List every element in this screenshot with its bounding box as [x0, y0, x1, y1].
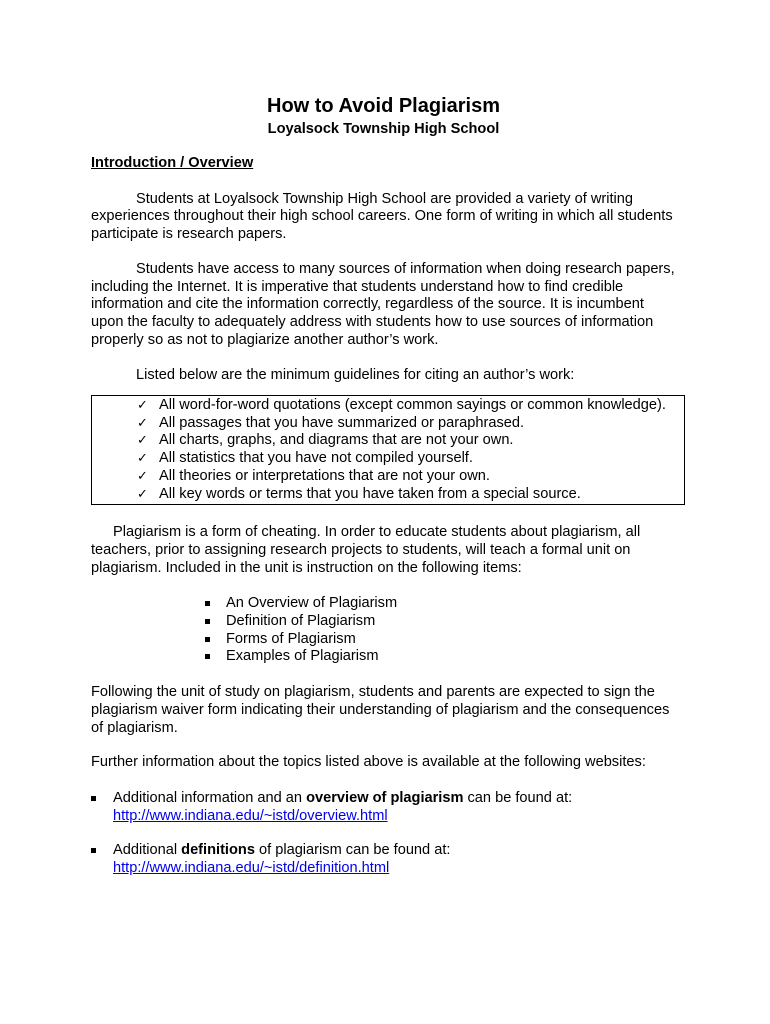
paragraph-plagiarism-cheating: Plagiarism is a form of cheating. In order to educate students about plagiarism, all teachers, prior to assigning research projects to students, will teach a formal unit on plagiarism. Included in the unit is instruction on the following items:: [91, 524, 641, 576]
square-bullet-icon: [205, 619, 210, 624]
paragraph-guidelines-intro: Listed below are the minimum guidelines for citing an author’s work:: [136, 367, 575, 384]
paragraph-sources-of-information: Students have access to many sources of information when doing research papers, including the Internet. It is imperative that students understand how to find credible information and cite the information correctly, regardless of the source. It is incumbent upon the faculty to adequately address with students how to use sources of information properly so as not to plagiarize another author’s work.: [91, 260, 675, 348]
overview-link[interactable]: http://www.indiana.edu/~istd/overview.html: [113, 807, 388, 824]
list-item: ✓ All passages that you have summarized or paraphrased.: [137, 414, 525, 431]
list-item: ✓ All word-for-word quotations (except common sayings or common knowledge).: [137, 397, 666, 414]
list-item: Additional information and an overview of plagiarism can be found at: http://www.indiana.edu/~istd/overview.html: [91, 790, 676, 825]
citation-guidelines-box: [91, 395, 685, 505]
definition-link[interactable]: http://www.indiana.edu/~istd/definition.html: [113, 860, 390, 877]
list-item: Examples of Plagiarism: [203, 648, 676, 666]
paragraph-waiver-form: Following the unit of study on plagiarism, students and parents are expected to sign the plagiarism waiver form indicating their understanding of plagiarism and the consequences of plagiarism.: [91, 684, 670, 736]
list-item: Additional definitions of plagiarism can be found at: http://www.indiana.edu/~istd/definition.html: [91, 842, 676, 877]
checkmark-icon: ✓: [137, 433, 148, 449]
unit-items-list: [91, 595, 676, 666]
list-item: ✓ All statistics that you have not compiled yourself.: [137, 450, 473, 467]
square-bullet-icon: [205, 637, 210, 642]
document-subtitle: Loyalsock Township High School: [267, 121, 500, 137]
document-page: [91, 94, 676, 895]
checkmark-icon: ✓: [137, 451, 148, 467]
list-item: ✓ All key words or terms that you have taken from a special source.: [137, 485, 581, 502]
list-item: Forms of Plagiarism: [203, 631, 676, 649]
square-bullet-icon: [205, 601, 210, 606]
paragraph-writing-experiences: Students at Loyalsock Township High School are provided a variety of writing experiences throughout their high school careers. One form of writing in which all students participate is research papers.: [91, 190, 673, 243]
square-bullet-icon: [205, 654, 210, 659]
document-title: How to Avoid Plagiarism: [267, 95, 500, 117]
checkmark-icon: ✓: [137, 398, 148, 414]
list-item: ✓ All theories or interpretations that are not your own.: [137, 467, 490, 484]
list-item: ✓ All charts, graphs, and diagrams that are not your own.: [137, 432, 514, 449]
square-bullet-icon: [91, 848, 96, 853]
section-heading-introduction: Introduction / Overview: [91, 155, 254, 171]
list-item: Definition of Plagiarism: [203, 613, 676, 631]
checkmark-icon: ✓: [137, 468, 148, 484]
list-item: An Overview of Plagiarism: [203, 595, 676, 613]
square-bullet-icon: [91, 796, 96, 801]
paragraph-further-information: Further information about the topics listed above is available at the following websites:: [91, 754, 646, 771]
websites-list: [91, 790, 676, 878]
checkmark-icon: ✓: [137, 415, 148, 431]
checkmark-icon: ✓: [137, 486, 148, 502]
